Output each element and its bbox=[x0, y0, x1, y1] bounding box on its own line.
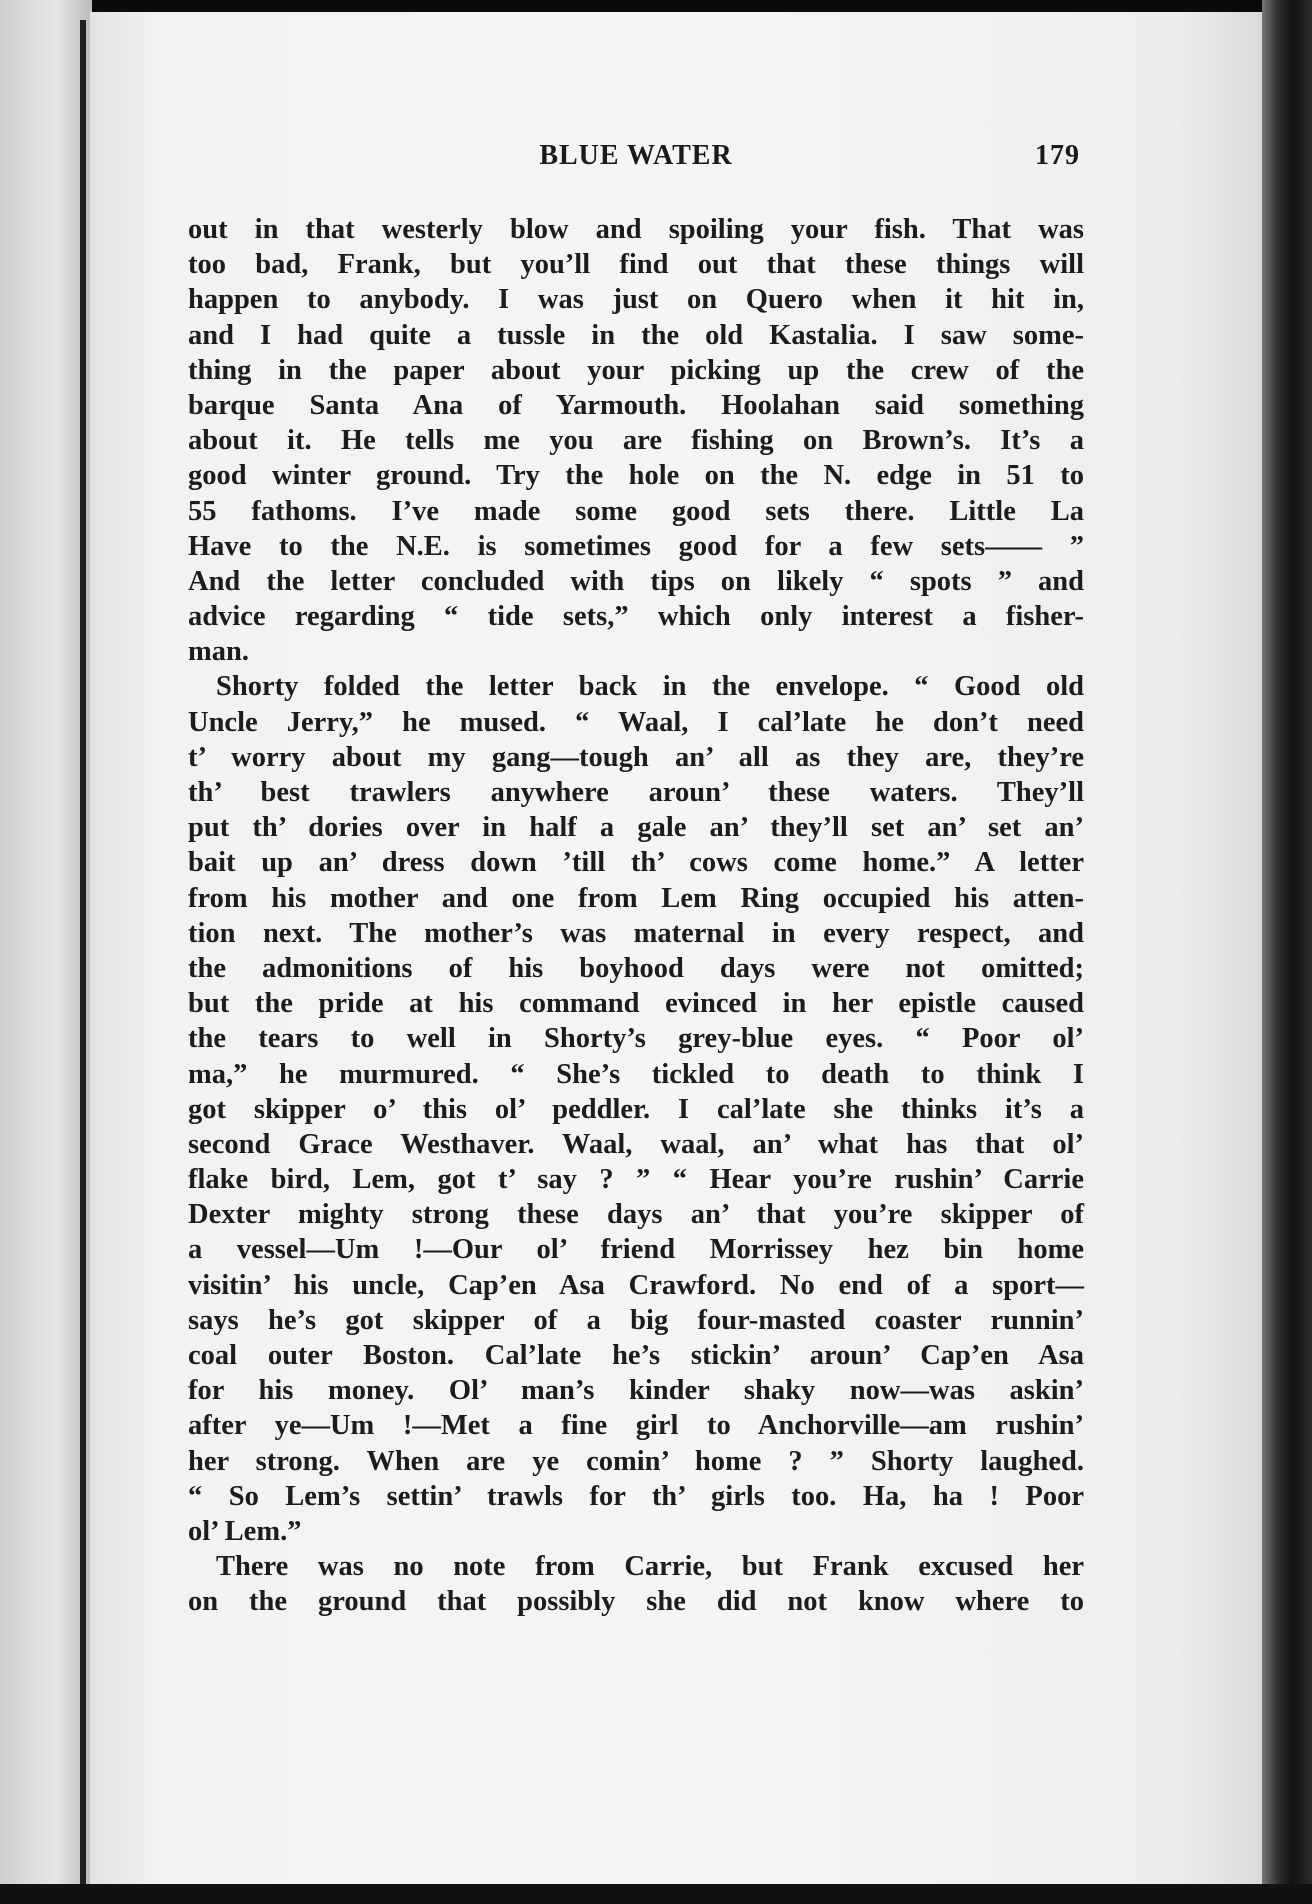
page-number: 179 bbox=[1035, 140, 1080, 171]
text-line: too bad, Frank, but you’ll find out that these things will bbox=[188, 249, 1084, 281]
text-line: coal outer Boston. Cal’late he’s stickin’ aroun’ Cap’en Asa bbox=[188, 1340, 1084, 1371]
text-line: ol’ Lem.” bbox=[188, 1515, 302, 1547]
text-line: th’ best trawlers anywhere aroun’ these waters. They’ll bbox=[188, 777, 1084, 808]
text-line: visitin’ his uncle, Cap’en Asa Crawford. No end of a sport— bbox=[188, 1269, 1084, 1301]
text-line: out in that westerly blow and spoiling your fish. That was bbox=[188, 214, 1084, 245]
text-line: 55 fathoms. I’ve made some good sets there. Little La bbox=[188, 495, 1084, 527]
text-line: put th’ dories over in half a gale an’ they’ll set an’ set an’ bbox=[188, 812, 1084, 844]
text-line: And the letter concluded with tips on likely “ spots ” and bbox=[188, 565, 1084, 597]
text-line: There was no note from Carrie, but Frank excused her bbox=[216, 1551, 1084, 1583]
running-head-title: BLUE WATER bbox=[539, 140, 733, 171]
text-line: thing in the paper about your picking up the crew of the bbox=[188, 354, 1084, 386]
text-line: “ So Lem’s settin’ trawls for th’ girls too. Ha, ha ! Poor bbox=[188, 1480, 1084, 1512]
text-line: ma,” he murmured. “ She’s tickled to death to think I bbox=[188, 1058, 1084, 1090]
body-text bbox=[188, 212, 1084, 1620]
text-line: after ye—Um !—Met a fine girl to Anchorville—am rushin’ bbox=[188, 1410, 1084, 1442]
book-binding-edge bbox=[1262, 0, 1312, 1904]
text-line: t’ worry about my gang—tough an’ all as they are, they’re bbox=[188, 741, 1084, 773]
text-line: on the ground that possibly she did not know where to bbox=[188, 1586, 1084, 1618]
text-line: man. bbox=[188, 636, 249, 668]
text-line: says he’s got skipper of a big four-masted coaster runnin’ bbox=[188, 1304, 1084, 1336]
text-line: her strong. When are ye comin’ home ? ” Shorty laughed. bbox=[188, 1445, 1084, 1477]
running-head bbox=[188, 140, 1084, 180]
text-line: for his money. Ol’ man’s kinder shaky now—was askin’ bbox=[188, 1375, 1084, 1407]
text-line: Shorty folded the letter back in the envelope. “ Good old bbox=[216, 671, 1084, 703]
text-line: and I had quite a tussle in the old Kastalia. I saw some- bbox=[188, 319, 1084, 351]
text-line: happen to anybody. I was just on Quero when it hit in, bbox=[188, 284, 1084, 316]
text-line: barque Santa Ana of Yarmouth. Hoolahan said something bbox=[188, 389, 1084, 421]
text-line: bait up an’ dress down ’till th’ cows come home.” A letter bbox=[188, 847, 1084, 879]
text-line: good winter ground. Try the hole on the N. edge in 51 to bbox=[188, 460, 1084, 492]
book-gutter bbox=[80, 20, 86, 1890]
text-line: the admonitions of his boyhood days were not omitted; bbox=[188, 952, 1084, 984]
scan-bottom-edge bbox=[0, 1884, 1312, 1904]
text-line: Dexter mighty strong these days an’ that you’re skipper of bbox=[188, 1199, 1084, 1231]
text-line: but the pride at his command evinced in her epistle caused bbox=[188, 988, 1084, 1020]
previous-page-edge bbox=[0, 0, 92, 1904]
text-line: a vessel—Um !—Our ol’ friend Morrissey hez bin home bbox=[188, 1234, 1084, 1266]
text-line: second Grace Westhaver. Waal, waal, an’ what has that ol’ bbox=[188, 1128, 1084, 1160]
text-line: from his mother and one from Lem Ring occupied his atten- bbox=[188, 882, 1084, 914]
text-line: Uncle Jerry,” he mused. “ Waal, I cal’late he don’t need bbox=[188, 706, 1084, 738]
text-line: Have to the N.E. is sometimes good for a few sets—— ” bbox=[188, 530, 1084, 562]
text-line: the tears to well in Shorty’s grey-blue eyes. “ Poor ol’ bbox=[188, 1023, 1084, 1055]
text-line: about it. He tells me you are fishing on Brown’s. It’s a bbox=[188, 425, 1084, 457]
text-line: flake bird, Lem, got t’ say ? ” “ Hear you’re rushin’ Carrie bbox=[188, 1164, 1084, 1196]
text-line: tion next. The mother’s was maternal in every respect, and bbox=[188, 917, 1084, 949]
text-line: got skipper o’ this ol’ peddler. I cal’late she thinks it’s a bbox=[188, 1093, 1084, 1125]
text-line: advice regarding “ tide sets,” which only interest a fisher- bbox=[188, 601, 1084, 633]
